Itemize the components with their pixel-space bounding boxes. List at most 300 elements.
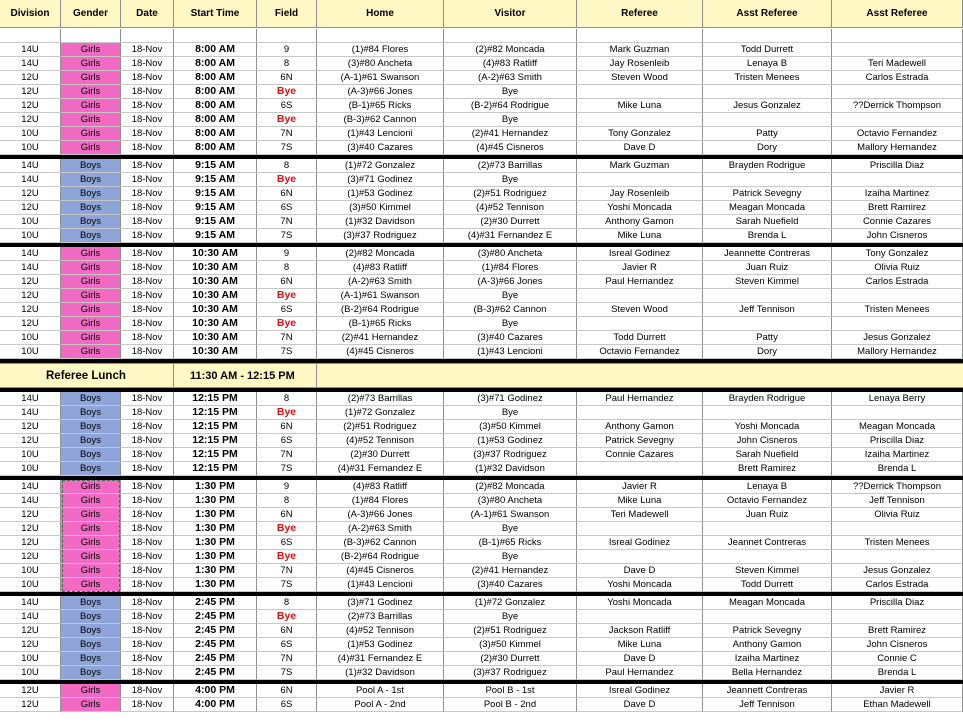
cell-date[interactable]: 18-Nov xyxy=(121,666,174,680)
cell-field[interactable]: Bye xyxy=(257,610,317,624)
cell-referee[interactable]: Anthony Gamon xyxy=(577,215,703,229)
cell-referee[interactable]: Dave D xyxy=(577,141,703,155)
cell-field[interactable]: 6S xyxy=(257,201,317,215)
cell-field[interactable]: 7N xyxy=(257,331,317,345)
cell-home[interactable]: (1)#32 Davidson xyxy=(317,215,444,229)
cell-gender[interactable]: Girls xyxy=(61,85,121,99)
cell-gender[interactable]: Boys xyxy=(61,187,121,201)
cell-gender[interactable]: Girls xyxy=(61,57,121,71)
cell-division[interactable]: 14U xyxy=(0,392,61,406)
cell-visitor[interactable]: (B-3)#62 Cannon xyxy=(444,303,577,317)
cell-asst-referee-2[interactable]: Meagan Moncada xyxy=(832,420,963,434)
cell-visitor[interactable]: Bye xyxy=(444,550,577,564)
cell-home[interactable]: (4)#83 Ratliff xyxy=(317,261,444,275)
cell-referee[interactable]: Steven Wood xyxy=(577,303,703,317)
cell-division[interactable]: 14U xyxy=(0,494,61,508)
cell-visitor[interactable]: Bye xyxy=(444,85,577,99)
cell-asst-referee-1[interactable]: Patrick Sevegny xyxy=(703,187,832,201)
cell-referee[interactable]: Steven Wood xyxy=(577,71,703,85)
cell-asst-referee-2[interactable] xyxy=(832,85,963,99)
cell-gender[interactable]: Boys xyxy=(61,610,121,624)
cell-visitor[interactable]: (4)#52 Tennison xyxy=(444,201,577,215)
cell-home[interactable]: (1)#43 Lencioni xyxy=(317,127,444,141)
cell-date[interactable]: 18-Nov xyxy=(121,578,174,592)
cell-start-time[interactable] xyxy=(174,29,257,43)
cell-asst-referee-2[interactable]: Connie C xyxy=(832,652,963,666)
cell-visitor[interactable]: (3)#50 Kimmel xyxy=(444,420,577,434)
cell-asst-referee-2[interactable]: ??Derrick Thompson xyxy=(832,480,963,494)
cell-referee[interactable]: Patrick Sevegny xyxy=(577,434,703,448)
cell-asst-referee-1[interactable]: Meagan Moncada xyxy=(703,201,832,215)
cell-start-time[interactable]: 9:15 AM xyxy=(174,159,257,173)
cell-division[interactable]: 10U xyxy=(0,345,61,359)
cell-asst-referee-2[interactable]: Priscilla Diaz xyxy=(832,159,963,173)
cell-visitor[interactable]: Pool B - 2nd xyxy=(444,698,577,712)
cell-home[interactable]: (B-2)#64 Rodrigue xyxy=(317,550,444,564)
cell-asst-referee-2[interactable] xyxy=(832,610,963,624)
cell-gender[interactable]: Girls xyxy=(61,550,121,564)
cell-visitor[interactable]: (3)#40 Cazares xyxy=(444,578,577,592)
cell-gender[interactable]: Girls xyxy=(61,303,121,317)
cell-home[interactable]: (A-2)#63 Smith xyxy=(317,275,444,289)
cell-field[interactable]: 8 xyxy=(257,392,317,406)
cell-division[interactable]: 12U xyxy=(0,317,61,331)
cell-asst-referee-1[interactable]: Todd Durrett xyxy=(703,578,832,592)
cell-division[interactable]: 12U xyxy=(0,289,61,303)
cell-visitor[interactable]: (3)#71 Godinez xyxy=(444,392,577,406)
cell-gender[interactable]: Boys xyxy=(61,420,121,434)
cell-field[interactable]: 6S xyxy=(257,434,317,448)
cell-home[interactable]: (3)#80 Ancheta xyxy=(317,57,444,71)
cell-division[interactable]: 10U xyxy=(0,141,61,155)
cell-field[interactable]: Bye xyxy=(257,85,317,99)
cell-asst-referee-2[interactable] xyxy=(832,406,963,420)
cell-visitor[interactable]: (2)#51 Rodriguez xyxy=(444,187,577,201)
cell-field[interactable]: Bye xyxy=(257,113,317,127)
cell-asst-referee-1[interactable] xyxy=(703,610,832,624)
cell-asst-referee-2[interactable] xyxy=(832,29,963,43)
cell-referee[interactable]: Mike Luna xyxy=(577,229,703,243)
cell-date[interactable]: 18-Nov xyxy=(121,141,174,155)
cell-start-time[interactable]: 12:15 PM xyxy=(174,420,257,434)
cell-home[interactable]: (4)#45 Cisneros xyxy=(317,564,444,578)
cell-gender[interactable]: Girls xyxy=(61,127,121,141)
cell-home[interactable]: (A-1)#61 Swanson xyxy=(317,289,444,303)
cell-field[interactable]: 8 xyxy=(257,159,317,173)
header-asst-referee-1[interactable]: Asst Referee xyxy=(703,0,832,28)
cell-referee[interactable] xyxy=(577,406,703,420)
cell-referee[interactable]: Jay Rosenleib xyxy=(577,57,703,71)
cell-field[interactable]: 7S xyxy=(257,141,317,155)
cell-start-time[interactable]: 10:30 AM xyxy=(174,345,257,359)
cell-division[interactable]: 10U xyxy=(0,564,61,578)
cell-date[interactable]: 18-Nov xyxy=(121,187,174,201)
cell-division[interactable]: 10U xyxy=(0,215,61,229)
cell-referee[interactable]: Javier R xyxy=(577,261,703,275)
cell-gender[interactable]: Boys xyxy=(61,462,121,476)
cell-gender[interactable]: Girls xyxy=(61,494,121,508)
cell-visitor[interactable]: (3)#37 Rodriguez xyxy=(444,448,577,462)
cell-referee[interactable]: Teri Madewell xyxy=(577,508,703,522)
cell-home[interactable]: (B-2)#64 Rodrigue xyxy=(317,303,444,317)
cell-date[interactable]: 18-Nov xyxy=(121,698,174,712)
cell-asst-referee-2[interactable] xyxy=(832,289,963,303)
cell-visitor[interactable]: Bye xyxy=(444,610,577,624)
cell-date[interactable]: 18-Nov xyxy=(121,624,174,638)
cell-division[interactable]: 12U xyxy=(0,684,61,698)
cell-referee[interactable]: Todd Durrett xyxy=(577,331,703,345)
cell-asst-referee-2[interactable]: ??Derrick Thompson xyxy=(832,99,963,113)
cell-field[interactable]: Bye xyxy=(257,173,317,187)
cell-home[interactable]: (B-1)#65 Ricks xyxy=(317,317,444,331)
cell-asst-referee-2[interactable]: Javier R xyxy=(832,684,963,698)
cell-start-time[interactable]: 1:30 PM xyxy=(174,508,257,522)
cell-date[interactable]: 18-Nov xyxy=(121,85,174,99)
header-start-time[interactable]: Start Time xyxy=(174,0,257,28)
cell-asst-referee-2[interactable] xyxy=(832,113,963,127)
cell-asst-referee-1[interactable]: Anthony Gamon xyxy=(703,638,832,652)
cell-field[interactable]: 6S xyxy=(257,698,317,712)
cell-gender[interactable]: Boys xyxy=(61,434,121,448)
cell-start-time[interactable]: 1:30 PM xyxy=(174,536,257,550)
cell-field[interactable]: 8 xyxy=(257,57,317,71)
cell-gender[interactable]: Boys xyxy=(61,448,121,462)
header-home[interactable]: Home xyxy=(317,0,444,28)
cell-field[interactable]: Bye xyxy=(257,550,317,564)
cell-division[interactable]: 14U xyxy=(0,173,61,187)
cell-date[interactable]: 18-Nov xyxy=(121,392,174,406)
cell-gender[interactable]: Girls xyxy=(61,331,121,345)
cell-field[interactable]: Bye xyxy=(257,317,317,331)
cell-referee[interactable]: Yoshi Moncada xyxy=(577,596,703,610)
cell-gender[interactable]: Girls xyxy=(61,113,121,127)
cell-visitor[interactable]: (2)#41 Hernandez xyxy=(444,564,577,578)
cell-division[interactable]: 12U xyxy=(0,99,61,113)
cell-date[interactable]: 18-Nov xyxy=(121,522,174,536)
cell-division[interactable]: 14U xyxy=(0,247,61,261)
cell-asst-referee-1[interactable]: Jeannett Contreras xyxy=(703,684,832,698)
cell-gender[interactable] xyxy=(61,29,121,43)
cell-visitor[interactable] xyxy=(444,29,577,43)
cell-asst-referee-1[interactable]: Tristen Menees xyxy=(703,71,832,85)
cell-field[interactable] xyxy=(257,29,317,43)
cell-referee[interactable]: Paul Hernandez xyxy=(577,666,703,680)
cell-field[interactable]: 8 xyxy=(257,261,317,275)
cell-date[interactable]: 18-Nov xyxy=(121,345,174,359)
cell-asst-referee-2[interactable]: Tony Gonzalez xyxy=(832,247,963,261)
cell-referee[interactable]: Yoshi Moncada xyxy=(577,578,703,592)
cell-date[interactable]: 18-Nov xyxy=(121,536,174,550)
cell-asst-referee-1[interactable]: Izaiha Martinez xyxy=(703,652,832,666)
cell-start-time[interactable]: 2:45 PM xyxy=(174,610,257,624)
cell-visitor[interactable]: (1)#72 Gonzalez xyxy=(444,596,577,610)
cell-home[interactable]: (4)#52 Tennison xyxy=(317,434,444,448)
cell-asst-referee-1[interactable]: Lenaya B xyxy=(703,57,832,71)
cell-home[interactable]: (2)#82 Moncada xyxy=(317,247,444,261)
header-referee[interactable]: Referee xyxy=(577,0,703,28)
header-gender[interactable]: Gender xyxy=(61,0,121,28)
cell-referee[interactable]: Mike Luna xyxy=(577,99,703,113)
cell-asst-referee-2[interactable]: Tristen Menees xyxy=(832,536,963,550)
cell-gender[interactable]: Girls xyxy=(61,698,121,712)
cell-date[interactable]: 18-Nov xyxy=(121,113,174,127)
cell-asst-referee-1[interactable]: Steven Kimmel xyxy=(703,564,832,578)
cell-home[interactable]: (B-3)#62 Cannon xyxy=(317,536,444,550)
cell-visitor[interactable]: (4)#31 Fernandez E xyxy=(444,229,577,243)
cell-field[interactable]: 6N xyxy=(257,71,317,85)
cell-asst-referee-2[interactable]: Carlos Estrada xyxy=(832,578,963,592)
cell-home[interactable]: (2)#41 Hernandez xyxy=(317,331,444,345)
cell-asst-referee-1[interactable]: Patty xyxy=(703,331,832,345)
cell-division[interactable]: 12U xyxy=(0,522,61,536)
cell-gender[interactable]: Boys xyxy=(61,215,121,229)
cell-start-time[interactable]: 9:15 AM xyxy=(174,229,257,243)
cell-field[interactable]: Bye xyxy=(257,522,317,536)
cell-date[interactable]: 18-Nov xyxy=(121,261,174,275)
cell-visitor[interactable]: (1)#32 Davidson xyxy=(444,462,577,476)
cell-home[interactable]: (4)#45 Cisneros xyxy=(317,345,444,359)
cell-date[interactable]: 18-Nov xyxy=(121,508,174,522)
cell-asst-referee-2[interactable]: Connie Cazares xyxy=(832,215,963,229)
cell-asst-referee-2[interactable]: John Cisneros xyxy=(832,229,963,243)
cell-start-time[interactable]: 12:15 PM xyxy=(174,392,257,406)
cell-asst-referee-1[interactable]: John Cisneros xyxy=(703,434,832,448)
cell-start-time[interactable]: 9:15 AM xyxy=(174,187,257,201)
cell-home[interactable]: Pool A - 2nd xyxy=(317,698,444,712)
cell-visitor[interactable]: (1)#84 Flores xyxy=(444,261,577,275)
cell-visitor[interactable]: (A-1)#61 Swanson xyxy=(444,508,577,522)
cell-gender[interactable]: Boys xyxy=(61,638,121,652)
cell-asst-referee-1[interactable] xyxy=(703,406,832,420)
cell-asst-referee-1[interactable]: Brayden Rodrigue xyxy=(703,392,832,406)
cell-start-time[interactable]: 9:15 AM xyxy=(174,201,257,215)
cell-referee[interactable]: Isreal Godinez xyxy=(577,247,703,261)
cell-visitor[interactable]: (B-2)#64 Rodrigue xyxy=(444,99,577,113)
cell-referee[interactable]: Paul Hernandez xyxy=(577,275,703,289)
cell-gender[interactable]: Girls xyxy=(61,43,121,57)
cell-date[interactable]: 18-Nov xyxy=(121,448,174,462)
cell-start-time[interactable]: 1:30 PM xyxy=(174,522,257,536)
cell-division[interactable]: 12U xyxy=(0,85,61,99)
cell-visitor[interactable]: (1)#53 Godinez xyxy=(444,434,577,448)
cell-home[interactable]: (A-3)#66 Jones xyxy=(317,508,444,522)
cell-home[interactable]: (A-2)#63 Smith xyxy=(317,522,444,536)
cell-referee[interactable]: Paul Hernandez xyxy=(577,392,703,406)
cell-visitor[interactable]: (3)#37 Rodriguez xyxy=(444,666,577,680)
cell-referee[interactable] xyxy=(577,29,703,43)
cell-visitor[interactable]: (2)#51 Rodriguez xyxy=(444,624,577,638)
cell-date[interactable]: 18-Nov xyxy=(121,610,174,624)
cell-visitor[interactable]: (2)#73 Barrillas xyxy=(444,159,577,173)
cell-date[interactable]: 18-Nov xyxy=(121,564,174,578)
cell-asst-referee-1[interactable]: Brayden Rodrigue xyxy=(703,159,832,173)
cell-gender[interactable]: Boys xyxy=(61,392,121,406)
cell-division[interactable]: 12U xyxy=(0,275,61,289)
cell-home[interactable]: (3)#40 Cazares xyxy=(317,141,444,155)
cell-home[interactable]: (2)#51 Rodriguez xyxy=(317,420,444,434)
header-field[interactable]: Field xyxy=(257,0,317,28)
cell-asst-referee-2[interactable]: Mallory Hernandez xyxy=(832,345,963,359)
cell-division[interactable]: 12U xyxy=(0,624,61,638)
cell-home[interactable]: (3)#71 Godinez xyxy=(317,596,444,610)
cell-home[interactable]: (3)#37 Rodriguez xyxy=(317,229,444,243)
cell-gender[interactable]: Boys xyxy=(61,173,121,187)
cell-referee[interactable] xyxy=(577,173,703,187)
cell-home[interactable]: (4)#31 Fernandez E xyxy=(317,462,444,476)
cell-start-time[interactable]: 8:00 AM xyxy=(174,127,257,141)
cell-division[interactable]: 12U xyxy=(0,201,61,215)
cell-asst-referee-1[interactable] xyxy=(703,550,832,564)
cell-field[interactable]: 9 xyxy=(257,43,317,57)
cell-visitor[interactable]: (3)#80 Ancheta xyxy=(444,247,577,261)
cell-division[interactable]: 12U xyxy=(0,638,61,652)
cell-home[interactable] xyxy=(317,29,444,43)
cell-asst-referee-1[interactable]: Brenda L xyxy=(703,229,832,243)
header-asst-referee-2[interactable]: Asst Referee xyxy=(832,0,963,28)
cell-field[interactable]: Bye xyxy=(257,406,317,420)
cell-asst-referee-2[interactable] xyxy=(832,173,963,187)
cell-asst-referee-2[interactable]: Jesus Gonzalez xyxy=(832,331,963,345)
cell-home[interactable]: (B-1)#65 Ricks xyxy=(317,99,444,113)
cell-field[interactable]: 6S xyxy=(257,536,317,550)
cell-date[interactable]: 18-Nov xyxy=(121,434,174,448)
cell-referee[interactable] xyxy=(577,289,703,303)
cell-division[interactable]: 12U xyxy=(0,536,61,550)
cell-date[interactable]: 18-Nov xyxy=(121,275,174,289)
cell-date[interactable]: 18-Nov xyxy=(121,494,174,508)
cell-division[interactable]: 12U xyxy=(0,303,61,317)
cell-start-time[interactable]: 1:30 PM xyxy=(174,578,257,592)
cell-date[interactable] xyxy=(121,29,174,43)
header-date[interactable]: Date xyxy=(121,0,174,28)
cell-field[interactable]: 7S xyxy=(257,462,317,476)
cell-asst-referee-1[interactable]: Jeff Tennison xyxy=(703,698,832,712)
cell-start-time[interactable]: 10:30 AM xyxy=(174,303,257,317)
cell-division[interactable]: 10U xyxy=(0,127,61,141)
cell-referee[interactable] xyxy=(577,85,703,99)
cell-division[interactable]: 12U xyxy=(0,420,61,434)
cell-home[interactable]: (1)#53 Godinez xyxy=(317,187,444,201)
cell-visitor[interactable]: (2)#82 Moncada xyxy=(444,480,577,494)
cell-division[interactable]: 14U xyxy=(0,480,61,494)
cell-start-time[interactable]: 9:15 AM xyxy=(174,215,257,229)
cell-start-time[interactable]: 8:00 AM xyxy=(174,113,257,127)
cell-asst-referee-1[interactable] xyxy=(703,317,832,331)
cell-date[interactable]: 18-Nov xyxy=(121,303,174,317)
cell-asst-referee-2[interactable]: Brenda L xyxy=(832,462,963,476)
cell-start-time[interactable]: 2:45 PM xyxy=(174,638,257,652)
cell-field[interactable]: 6N xyxy=(257,275,317,289)
cell-date[interactable]: 18-Nov xyxy=(121,159,174,173)
cell-gender[interactable]: Girls xyxy=(61,317,121,331)
cell-division[interactable]: 12U xyxy=(0,550,61,564)
cell-visitor[interactable]: Bye xyxy=(444,522,577,536)
cell-division[interactable]: 12U xyxy=(0,698,61,712)
cell-asst-referee-1[interactable] xyxy=(703,29,832,43)
cell-field[interactable]: 9 xyxy=(257,247,317,261)
cell-asst-referee-1[interactable]: Jeannet Contreras xyxy=(703,536,832,550)
cell-division[interactable]: 10U xyxy=(0,666,61,680)
cell-asst-referee-2[interactable]: Priscilla Diaz xyxy=(832,596,963,610)
cell-referee[interactable]: Jay Rosenleib xyxy=(577,187,703,201)
cell-start-time[interactable]: 8:00 AM xyxy=(174,99,257,113)
cell-asst-referee-1[interactable]: Juan Ruiz xyxy=(703,508,832,522)
cell-gender[interactable]: Boys xyxy=(61,652,121,666)
cell-visitor[interactable]: Bye xyxy=(444,406,577,420)
cell-date[interactable]: 18-Nov xyxy=(121,247,174,261)
cell-asst-referee-2[interactable]: Priscilla Diaz xyxy=(832,434,963,448)
cell-date[interactable]: 18-Nov xyxy=(121,684,174,698)
cell-gender[interactable]: Boys xyxy=(61,159,121,173)
cell-referee[interactable]: Jackson Ratliff xyxy=(577,624,703,638)
cell-referee[interactable] xyxy=(577,462,703,476)
cell-date[interactable]: 18-Nov xyxy=(121,317,174,331)
cell-start-time[interactable]: 1:30 PM xyxy=(174,494,257,508)
cell-gender[interactable]: Girls xyxy=(61,261,121,275)
cell-visitor[interactable]: (B-1)#65 Ricks xyxy=(444,536,577,550)
cell-referee[interactable] xyxy=(577,113,703,127)
cell-visitor[interactable]: Bye xyxy=(444,173,577,187)
cell-start-time[interactable]: 1:30 PM xyxy=(174,480,257,494)
cell-visitor[interactable]: Bye xyxy=(444,317,577,331)
cell-visitor[interactable]: Bye xyxy=(444,289,577,303)
cell-asst-referee-2[interactable]: Brett Ramirez xyxy=(832,624,963,638)
cell-start-time[interactable]: 2:45 PM xyxy=(174,666,257,680)
cell-gender[interactable]: Girls xyxy=(61,578,121,592)
cell-start-time[interactable]: 4:00 PM xyxy=(174,698,257,712)
cell-asst-referee-2[interactable]: John Cisneros xyxy=(832,638,963,652)
cell-division[interactable] xyxy=(0,29,61,43)
cell-start-time[interactable]: 1:30 PM xyxy=(174,564,257,578)
cell-asst-referee-2[interactable]: Lenaya Berry xyxy=(832,392,963,406)
cell-field[interactable]: 6N xyxy=(257,187,317,201)
cell-home[interactable]: (4)#52 Tennison xyxy=(317,624,444,638)
cell-referee[interactable]: Connie Cazares xyxy=(577,448,703,462)
cell-start-time[interactable]: 10:30 AM xyxy=(174,289,257,303)
cell-gender[interactable]: Boys xyxy=(61,624,121,638)
cell-date[interactable]: 18-Nov xyxy=(121,638,174,652)
cell-home[interactable]: (B-3)#62 Cannon xyxy=(317,113,444,127)
cell-asst-referee-2[interactable]: Octavio Fernandez xyxy=(832,127,963,141)
cell-referee[interactable] xyxy=(577,317,703,331)
cell-referee[interactable]: Dave D xyxy=(577,652,703,666)
cell-date[interactable]: 18-Nov xyxy=(121,331,174,345)
cell-asst-referee-2[interactable] xyxy=(832,317,963,331)
cell-referee[interactable]: Yoshi Moncada xyxy=(577,201,703,215)
cell-asst-referee-1[interactable] xyxy=(703,289,832,303)
cell-referee[interactable]: Octavio Fernandez xyxy=(577,345,703,359)
cell-start-time[interactable]: 10:30 AM xyxy=(174,275,257,289)
cell-visitor[interactable]: Bye xyxy=(444,113,577,127)
cell-visitor[interactable]: Pool B - 1st xyxy=(444,684,577,698)
cell-visitor[interactable]: (2)#30 Durrett xyxy=(444,215,577,229)
cell-referee[interactable]: Mike Luna xyxy=(577,494,703,508)
cell-date[interactable]: 18-Nov xyxy=(121,99,174,113)
cell-asst-referee-1[interactable]: Octavio Fernandez xyxy=(703,494,832,508)
cell-date[interactable]: 18-Nov xyxy=(121,43,174,57)
cell-field[interactable]: 7N xyxy=(257,215,317,229)
cell-field[interactable]: 7N xyxy=(257,448,317,462)
cell-visitor[interactable]: (3)#80 Ancheta xyxy=(444,494,577,508)
cell-referee[interactable]: Mike Luna xyxy=(577,638,703,652)
cell-home[interactable]: (1)#72 Gonzalez xyxy=(317,159,444,173)
cell-gender[interactable]: Girls xyxy=(61,564,121,578)
cell-asst-referee-1[interactable]: Meagan Moncada xyxy=(703,596,832,610)
cell-gender[interactable]: Boys xyxy=(61,229,121,243)
cell-asst-referee-1[interactable] xyxy=(703,173,832,187)
cell-gender[interactable]: Girls xyxy=(61,99,121,113)
cell-asst-referee-1[interactable]: Juan Ruiz xyxy=(703,261,832,275)
